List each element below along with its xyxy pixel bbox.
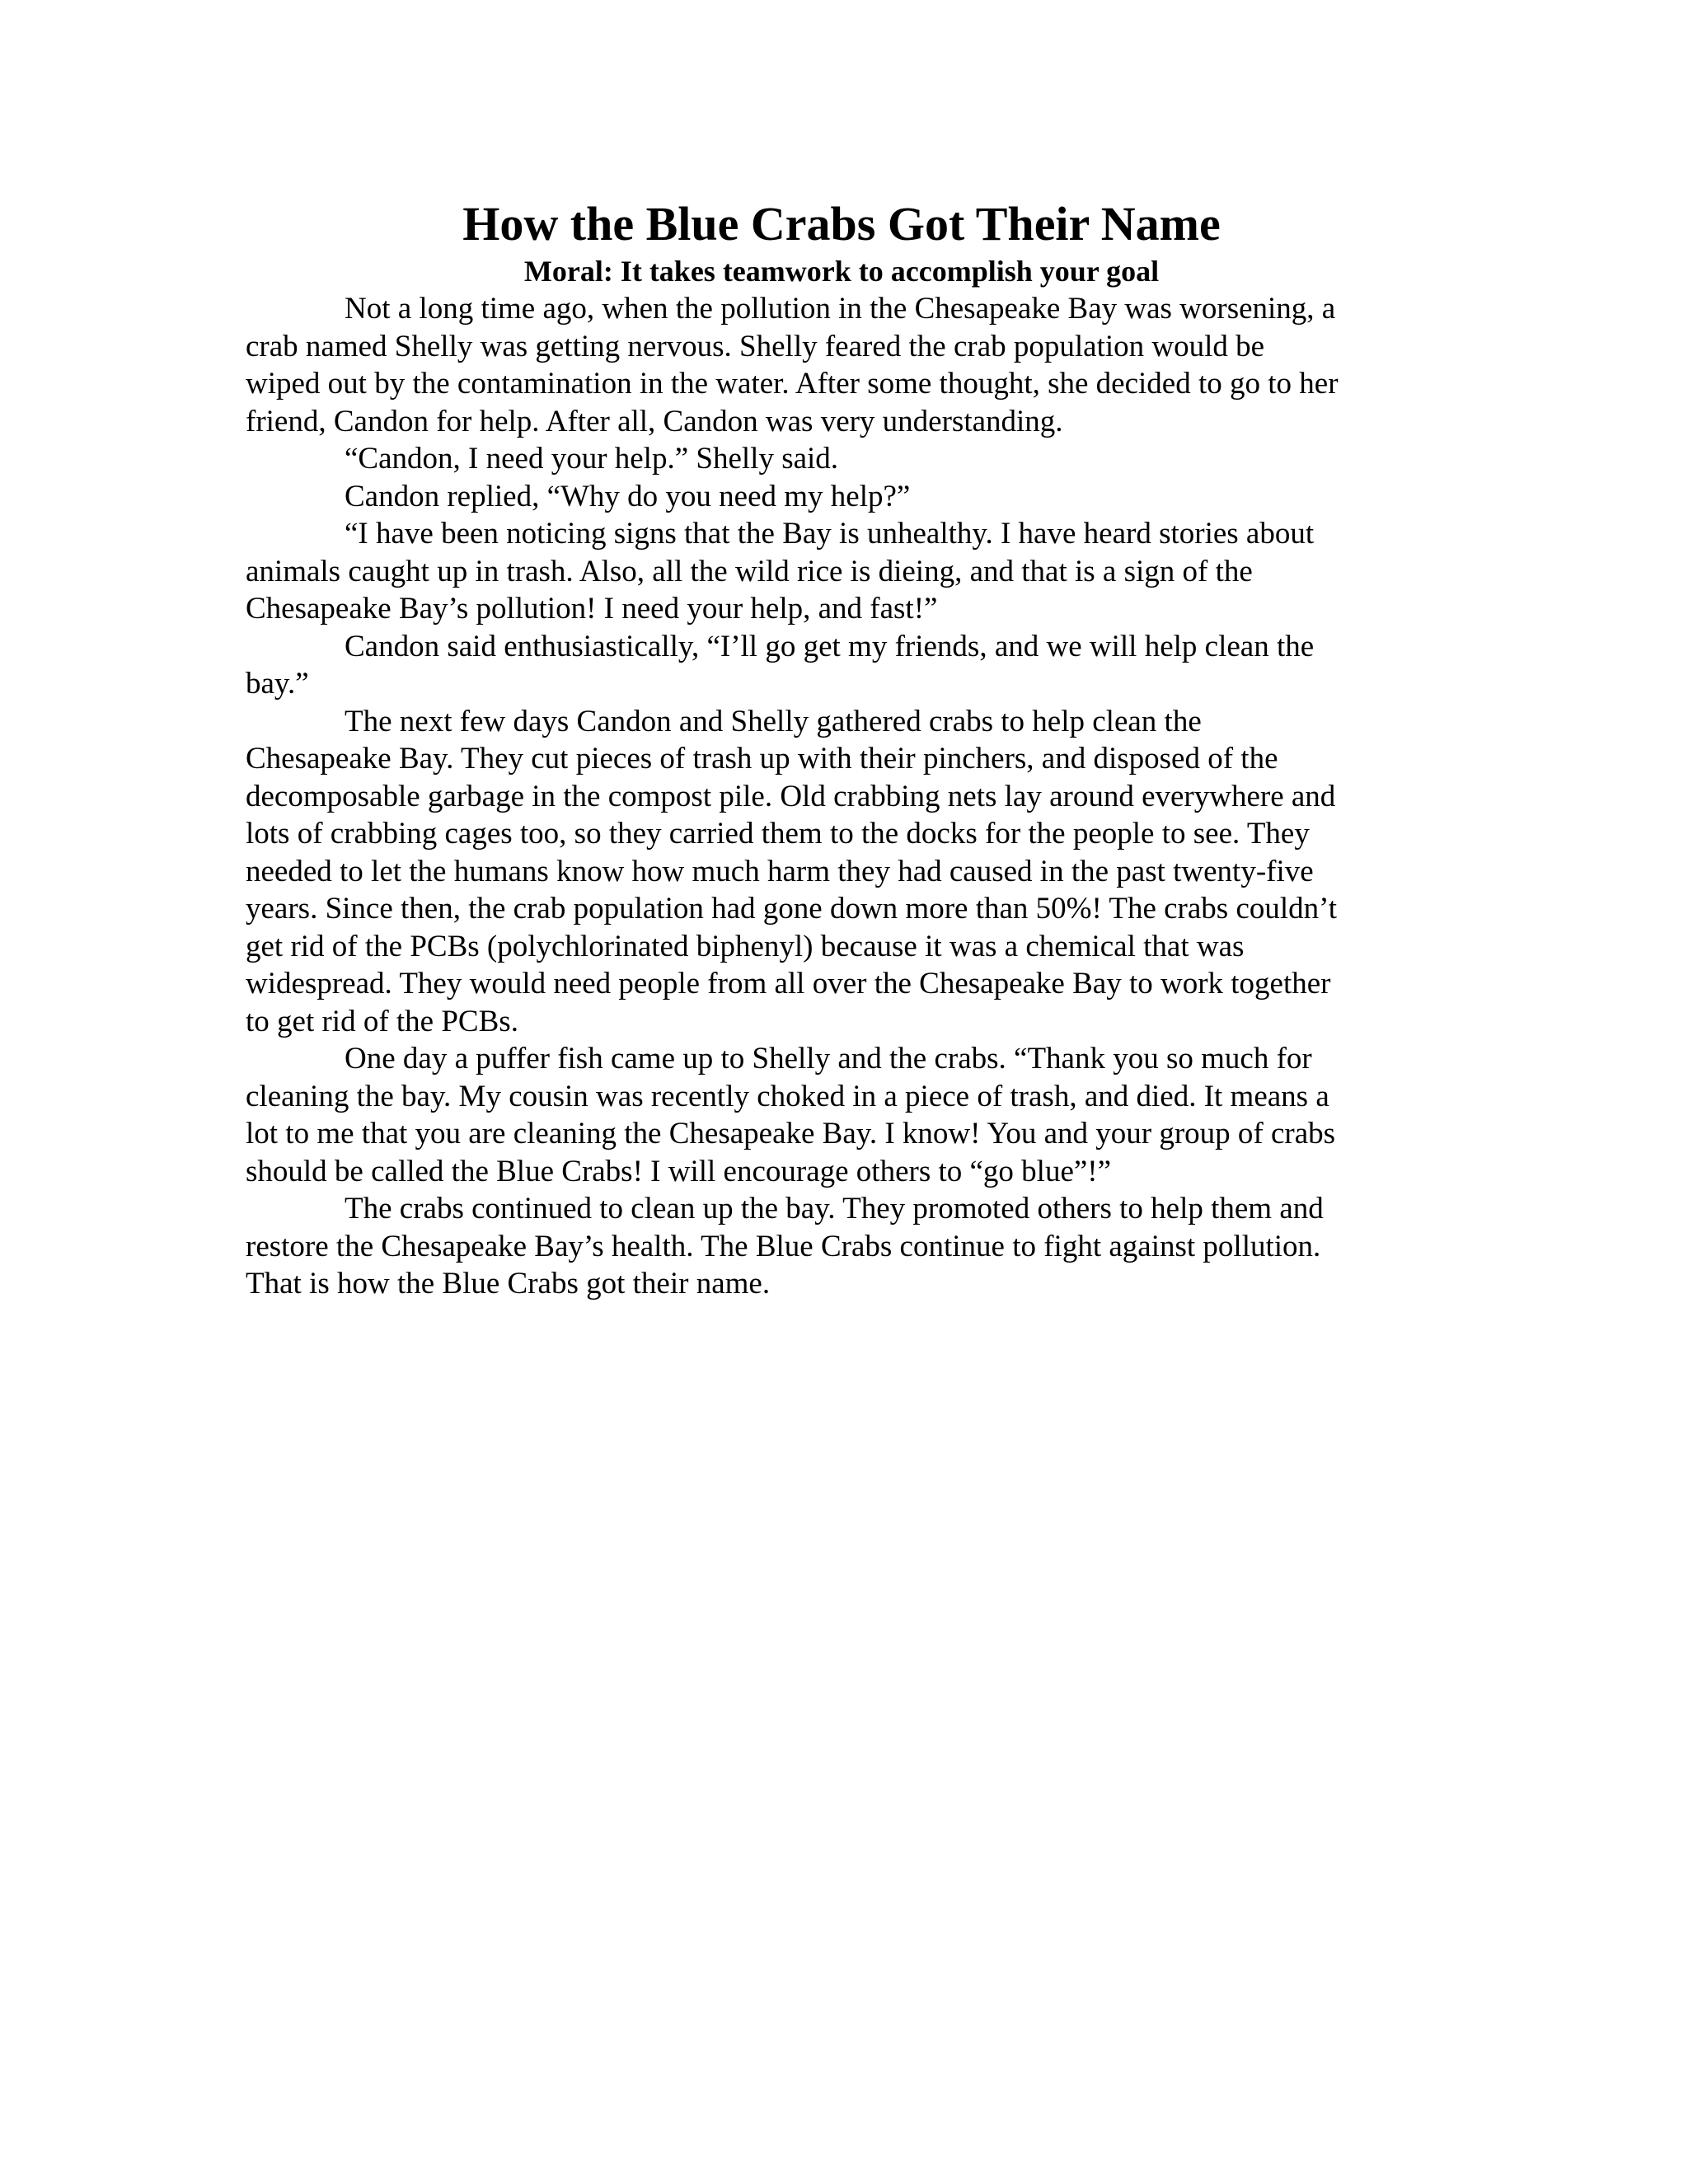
story-paragraph-5: Candon said enthusiastically, “I’ll go get my friends, and we will help clean the bay.” <box>246 629 1315 701</box>
story-paragraph-6: The next few days Candon and Shelly gathered crabs to help clean the Chesapeake Bay. They cut pieces of trash up with their pinchers, and disposed of the decomposable garbage in the compost pile. Old crabbing nets lay around everywhere and lots of crabbing cages too, so they carried them to the docks for the people to see. They needed to let the humans know how much harm they had caused in the past twenty-five years. Since then, the crab population had gone down more than 50%! The crabs couldn’t get rid of the PCBs (polychlorinated biphenyl) because it was a chemical that was widespread. They would need people from all over the Chesapeake Bay to work together to get rid of the PCBs. <box>246 704 1338 1038</box>
story-paragraph-8: The crabs continued to clean up the bay. They promoted others to help them and restore the Chesapeake Bay’s health. The Blue Crabs continue to fight against pollution. That is how the Blue Crabs got their name. <box>246 1192 1324 1301</box>
story-paragraph-2: “Candon, I need your help.” Shelly said. <box>345 442 839 476</box>
story-paragraph-7: One day a puffer fish came up to Shelly and the crabs. “Thank you so much for cleaning the bay. My cousin was recently choked in a piece of trash, and died. It means a lot to me that you are cleaning the Chesapeake Bay. I know! You and your group of crabs should be called the Blue Crabs! I will encourage others to “go blue”!” <box>246 1042 1336 1188</box>
document-page <box>246 194 1432 1303</box>
story-paragraph-1: Not a long time ago, when the pollution in the Chesapeake Bay was worsening, a crab named Shelly was getting nervous. Shelly feared the crab population would be wiped out by the contamination in the water. After some thought, she decided to go to her friend, Candon for help. After all, Candon was very understanding. <box>246 292 1339 438</box>
story-paragraph-4: “I have been noticing signs that the Bay is unhealthy. I have heard stories about animals caught up in trash. Also, all the wild rice is dieing, and that is a sign of the Chesapeake Bay’s pollution! I need your help, and fast!” <box>246 517 1315 626</box>
story-moral: Moral: It takes teamwork to accomplish your goal <box>523 255 1160 288</box>
story-paragraph-3: Candon replied, “Why do you need my help?” <box>345 479 911 513</box>
story-title: How the Blue Crabs Got Their Name <box>462 197 1221 251</box>
